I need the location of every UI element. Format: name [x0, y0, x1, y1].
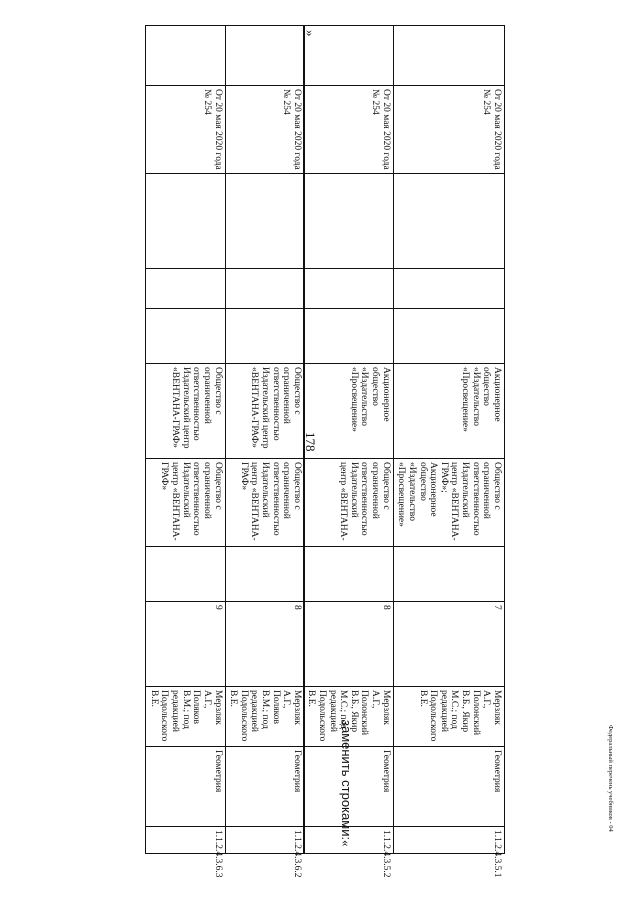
- table-row: [393, 26, 504, 854]
- grade-cell: 8: [225, 602, 304, 687]
- empty-cell: [146, 547, 225, 602]
- authors-cell: Мерзляк А.Г., Поляков В.М.; под редакцией Подольского В.Е.: [146, 687, 225, 747]
- empty-cell: [393, 547, 504, 602]
- authors-cell: Мерзляк А.Г., Поляков В.М.; под редакцией Подольского В.Е.: [225, 687, 304, 747]
- authors-cell: Мерзляк А.Г., Полонский В.Б., Якир М.С.; под редакцией Подольского В.Е.: [303, 687, 393, 747]
- empty-cell: [393, 26, 504, 86]
- empty-cell: [393, 269, 504, 309]
- empty-cell: [303, 26, 393, 86]
- code-cell: [225, 26, 304, 86]
- empty-cell: [303, 547, 393, 602]
- empty-cell: [146, 269, 225, 309]
- publisher-line-cell: Общество с ограниченной ответственностью Издательский центр «ВЕНТАНА-: [303, 459, 393, 547]
- order-cell: От 20 мая 2020 года № 254: [393, 86, 504, 174]
- textbook-table-bottom: [303, 25, 505, 878]
- publisher-cell: Акционерное общество «Издательство «Просвещение»: [303, 364, 393, 459]
- empty-cell: [146, 174, 225, 269]
- table-row: [146, 26, 225, 854]
- order-cell: От 20 мая 2020 года № 254: [225, 86, 304, 174]
- subject-cell: Геометрия: [225, 747, 304, 827]
- publisher-line-cell: Общество с ограниченной ответственностью Издательский центр «ВЕНТАНА-ГРАФ»: [146, 459, 225, 547]
- subject-cell: Геометрия: [146, 747, 225, 827]
- code-cell: 1.1.2.4.3.5.1: [393, 827, 504, 854]
- empty-cell: [303, 174, 393, 269]
- order-cell: От 20 мая 2020 года № 254: [303, 86, 393, 174]
- authors-cell: Мерзляк А.Г., Полонский В.Б., Якир М.С.; под редакцией Подольского В.Е.: [393, 687, 504, 747]
- publisher-cell: Акционерное общество «Издательство «Просвещение»: [393, 364, 504, 459]
- grade-cell: 8: [303, 602, 393, 687]
- publisher-line-cell: Общество с ограниченной ответственностью Издательский центр «ВЕНТАНА-ГРАФ»: [225, 459, 304, 547]
- textbook-table-top: [145, 25, 305, 878]
- code-cell: 1.1.2.4.3.6.3: [146, 827, 225, 854]
- subject-cell: Геометрия: [303, 747, 393, 827]
- empty-cell: [146, 309, 225, 364]
- empty-cell: [225, 174, 304, 269]
- code-cell: 1.1.2.4.3.6.2: [225, 827, 304, 854]
- page-number: 178: [303, 432, 318, 452]
- empty-cell: [225, 269, 304, 309]
- closing-quote: »: [303, 30, 318, 37]
- table-row: [303, 26, 393, 854]
- order-cell: От 20 мая 2020 года № 254: [146, 86, 225, 174]
- publisher-cell: Общество с ограниченной ответственностью Издательский центр «ВЕНТАНА-ГРАФ»: [225, 364, 304, 459]
- empty-cell: [303, 269, 393, 309]
- grade-cell: 9: [146, 602, 225, 687]
- empty-cell: [393, 309, 504, 364]
- code-cell: 1.1.2.4.3.5.2: [303, 827, 393, 854]
- empty-cell: [225, 547, 304, 602]
- table-row: [225, 26, 304, 854]
- publisher-cell: Общество с ограниченной ответственностью Издательский центр «ВЕНТАНА-ГРАФ»: [146, 364, 225, 459]
- empty-cell: [146, 26, 225, 86]
- footer-text: Федеральный перечень учебников - 04: [607, 725, 614, 832]
- publisher-line-cell: Общество с ограниченной ответственностью Издательский центр «ВЕНТАНА-ГРАФ»; Акционерное общество «Издательство «Просвещение»: [393, 459, 504, 547]
- empty-cell: [393, 174, 504, 269]
- subject-cell: Геометрия: [393, 747, 504, 827]
- opening-quote: «: [339, 840, 354, 847]
- empty-cell: [303, 309, 393, 364]
- replace-label: заменить строками:: [339, 720, 354, 841]
- empty-cell: [225, 309, 304, 364]
- grade-cell: 7: [393, 602, 504, 687]
